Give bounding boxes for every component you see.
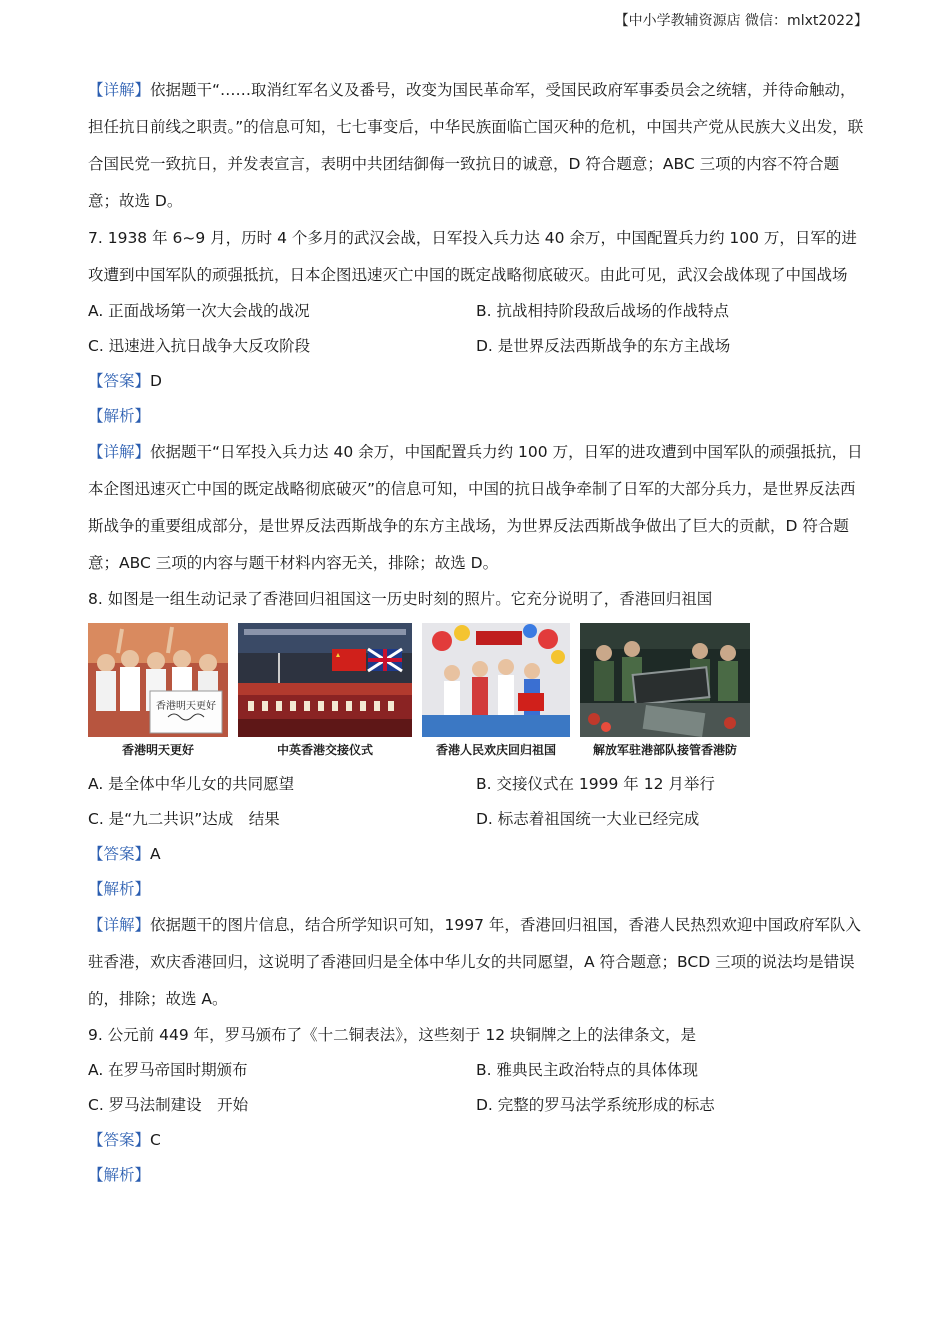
page-header: 【中小学教辅资源店 微信：mlxt2022】 bbox=[614, 13, 868, 29]
photo-handover-ceremony-image bbox=[238, 623, 412, 737]
photo-hk-better-tomorrow-image bbox=[88, 623, 228, 737]
detail-tag: 【详解】 bbox=[88, 443, 151, 461]
photo-pla-garrison-image bbox=[580, 623, 750, 737]
q9-option-a: A. 在罗马帝国时期颁布 bbox=[88, 1061, 248, 1079]
q9-options bbox=[88, 1053, 868, 1123]
q6-detail-text: 依据题干“……取消红军名义及番号，改变为国民革命军，受国民政府军事委员会之统辖，并待命触动，担任抗日前线之职责。”的信息可知，七七事变后，中华民族面临亡国灭种的危机，中国共产党从民族大义出发，联合国民党一致抗日，并发表宣言，表明中共团结御侮一致抗日的诚意，D 符合题意；ABC 三项的内容不符合题意；故选 D。 bbox=[88, 81, 864, 210]
photo-hk-people-celebrate-image bbox=[422, 623, 570, 737]
q7-stem: 7. 1938 年 6~9 月，历时 4 个多月的武汉会战，日军投入兵力达 40 余万，中国配置兵力约 100 万，日军的进攻遭到中国军队的顽强抵抗，日本企图迅速灭亡中国的既定战略彻底破灭。由此可见，武汉会战体现了中国战场 bbox=[88, 229, 857, 284]
q9-stem: 9. 公元前 449 年，罗马颁布了《十二铜表法》，这些刻于 12 块铜牌之上的法律条文，是 bbox=[88, 1026, 696, 1044]
q8-options bbox=[88, 767, 868, 837]
photo-caption: 香港明天更好 bbox=[121, 743, 194, 757]
q8-answer-value: A bbox=[150, 845, 161, 863]
q8-option-a: A. 是全体中华儿女的共同愿望 bbox=[88, 775, 295, 793]
photo-hk-people-celebrate bbox=[422, 623, 570, 759]
photo-hk-better-tomorrow bbox=[88, 623, 228, 759]
q8-photo-row bbox=[88, 623, 868, 759]
answer-tag: 【答案】 bbox=[88, 1131, 151, 1149]
photo-caption: 香港人民欢庆回归祖国 bbox=[435, 743, 556, 757]
q9-analysis bbox=[88, 1158, 868, 1193]
q7-answer-value: D bbox=[150, 372, 162, 390]
q7-analysis bbox=[88, 399, 868, 434]
q7-option-b: B. 抗战相持阶段敌后战场的作战特点 bbox=[476, 302, 729, 320]
q8-detail-text: 依据题干的图片信息，结合所学知识可知，1997 年，香港回归祖国，香港人民热烈欢迎中国政府军队入驻香港，欢庆香港回归，这说明了香港回归是全体中华儿女的共同愿望，A 符合题意；BCD 三项的说法均是错误的，排除；故选 A。 bbox=[88, 916, 861, 1008]
q8-option-d: D. 标志着祖国统一大业已经完成 bbox=[476, 810, 700, 828]
q8-option-c: C. 是“九二共识”达成 结果 bbox=[88, 810, 280, 828]
q7-option-d: D. 是世界反法西斯战争的东方主战场 bbox=[476, 337, 731, 355]
analysis-tag: 【解析】 bbox=[88, 1166, 151, 1184]
analysis-tag: 【解析】 bbox=[88, 880, 151, 898]
q8-answer bbox=[88, 837, 868, 872]
q8-detail bbox=[88, 907, 868, 1018]
document-body bbox=[88, 72, 868, 1193]
analysis-tag: 【解析】 bbox=[88, 407, 151, 425]
answer-tag: 【答案】 bbox=[88, 372, 151, 390]
detail-tag: 【详解】 bbox=[88, 916, 151, 934]
q8-option-b: B. 交接仪式在 1999 年 12 月举行 bbox=[476, 775, 715, 793]
q6-detail bbox=[88, 72, 868, 220]
detail-tag: 【详解】 bbox=[88, 81, 151, 99]
q7-detail bbox=[88, 434, 868, 582]
answer-tag: 【答案】 bbox=[88, 845, 151, 863]
q9-answer bbox=[88, 1123, 868, 1158]
q7-answer bbox=[88, 364, 868, 399]
q7-detail-text: 依据题干“日军投入兵力达 40 余万，中国配置兵力约 100 万，日军的进攻遭到中国军队的顽强抵抗，日本企图迅速灭亡中国的既定战略彻底破灭”的信息可知，中国的抗日战争牵制了日军的大部分兵力，是世界反法西斯战争的重要组成部分，是世界反法西斯战争的东方主战场，为世界反法西斯战争做出了巨大的贡献，D 符合题意；ABC 三项的内容与题干材料内容无关，排除；故选 D。 bbox=[88, 443, 863, 572]
photo-handover-ceremony bbox=[238, 623, 412, 759]
photo-caption: 解放军驻港部队接管香港防 bbox=[592, 743, 737, 757]
q7-option-a: A. 正面战场第一次大会战的战况 bbox=[88, 302, 310, 320]
photo-caption: 中英香港交接仪式 bbox=[276, 743, 373, 757]
q9-option-d: D. 完整的罗马法学系统形成的标志 bbox=[476, 1096, 715, 1114]
q9-option-c: C. 罗马法制建设 开始 bbox=[88, 1096, 249, 1114]
q9-option-b: B. 雅典民主政治特点的具体体现 bbox=[476, 1061, 698, 1079]
photo-pla-garrison bbox=[580, 623, 750, 759]
q7-option-c: C. 迅速进入抗日战争大反攻阶段 bbox=[88, 337, 311, 355]
q8-stem: 8. 如图是一组生动记录了香港回归祖国这一历史时刻的照片。它充分说明了，香港回归祖国 bbox=[88, 590, 713, 608]
q8-analysis bbox=[88, 872, 868, 907]
banner-text: 香港明天更好 bbox=[156, 701, 216, 712]
q9-answer-value: C bbox=[150, 1131, 161, 1149]
q7-options bbox=[88, 294, 868, 364]
